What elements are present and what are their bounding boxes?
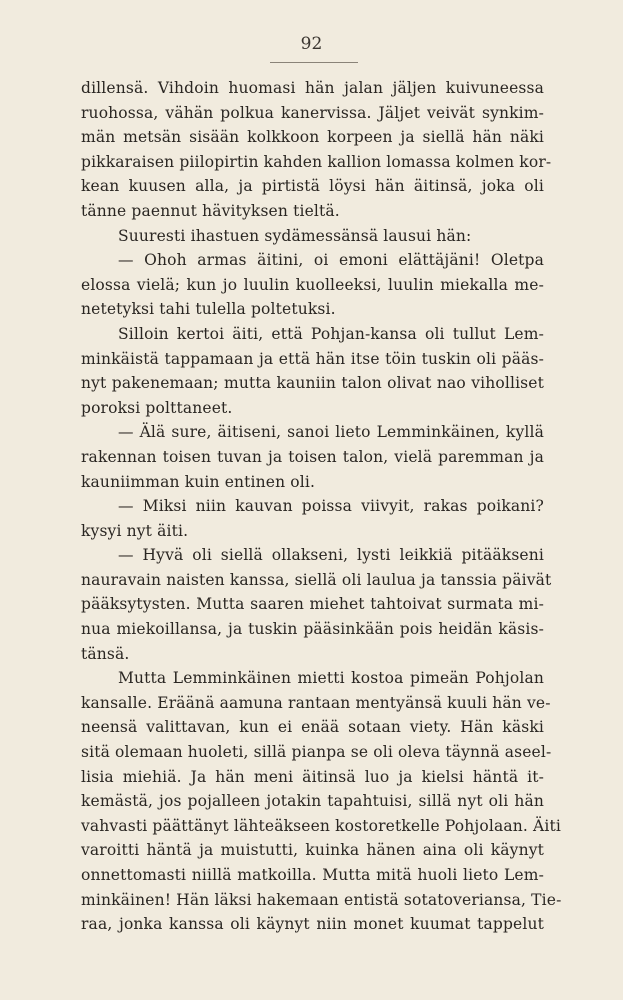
text-line: kean kuusen alla, ja pirtistä löysi hän äitinsä, joka oli — [81, 177, 544, 196]
text-line: rakennan toisen tuvan ja toisen talon, vielä paremman ja — [81, 447, 544, 466]
text-line: Suuresti ihastuen sydämessänsä lausui hän: — [118, 226, 472, 245]
text-line: kansalle. Eräänä aamuna rantaan mentyänsä kuuli hän ve- — [81, 693, 551, 712]
text-line: dillensä. Vihdoin huomasi hän jalan jäljen kuivuneessa — [81, 79, 544, 97]
text-line: Silloin kertoi äiti, että Pohjan-kansa oli tullut Lem- — [118, 324, 544, 343]
text-line: neensä valittavan, kun ei enää sotaan viety. Hän käski — [81, 718, 544, 737]
text-line: Mutta Lemminkäinen mietti kostoa pimeän Pohjolan — [118, 669, 544, 688]
text-line: nauravain naisten kanssa, siellä oli laulua ja tanssia päivät — [81, 570, 552, 589]
text-line: tänsä. — [81, 644, 130, 663]
text-line: män metsän sisään kolkkoon korpeen ja siellä hän näki — [81, 128, 544, 147]
text-line: poroksi polttaneet. — [81, 398, 233, 417]
text-line: vahvasti päättänyt lähteäkseen kostoretkelle Pohjolaan. Äiti — [81, 816, 561, 835]
body-text — [81, 76, 562, 937]
text-line: — Ohoh armas äitini, oi emoni elättäjäni! Oletpa — [118, 251, 544, 270]
text-line: kysyi nyt äiti. — [81, 521, 189, 540]
text-line: pääksytysten. Mutta saaren miehet tahtoivat surmata mi- — [81, 595, 544, 614]
text-line: lisia miehiä. Ja hän meni äitinsä luo ja kielsi häntä it- — [81, 767, 544, 786]
text-line: kemästä, jos pojalleen jotakin tapahtuisi, sillä nyt oli hän — [81, 792, 544, 811]
text-line: varoitti häntä ja muistutti, kuinka hänen aina oli käynyt — [81, 841, 544, 860]
text-line: ruohossa, vähän polkua kanervissa. Jäljet veivät synkim- — [81, 103, 544, 122]
page-number: 92 — [300, 34, 323, 54]
text-line: nyt pakenemaan; mutta kauniin talon olivat nao viholliset — [81, 374, 544, 393]
text-line: sitä olemaan huoleti, sillä pianpa se oli oleva täynnä aseel- — [81, 743, 552, 762]
text-line: minkäistä tappamaan ja että hän itse töin tuskin oli pääs- — [81, 349, 544, 368]
text-line: raa, jonka kanssa oli käynyt niin monet kuumat tappelut — [81, 915, 544, 934]
text-line: — Hyvä oli siellä ollakseni, lysti leikkiä pitääkseni — [118, 546, 544, 565]
text-line: nua miekoillansa, ja tuskin pääsinkään pois heidän käsis- — [81, 620, 544, 639]
text-line: onnettomasti niillä matkoilla. Mutta mitä huoli lieto Lem- — [81, 866, 544, 884]
text-line: minkäinen! Hän läksi hakemaan entistä sotatoveriansa, Tie- — [81, 890, 562, 909]
text-line: kauniimman kuin entinen oli. — [81, 472, 316, 491]
text-line: tänne paennut hävityksen tieltä. — [81, 201, 340, 220]
text-line: elossa vielä; kun jo luulin kuolleeksi, luulin miekalla me- — [81, 275, 544, 294]
text-line: netetyksi tahi tulella poltetuksi. — [81, 300, 336, 319]
text-line: — Älä sure, äitiseni, sanoi lieto Lemminkäinen, kyllä — [118, 423, 544, 442]
header-rule — [270, 62, 358, 63]
text-line: pikkaraisen piilopirtin kahden kallion lomassa kolmen kor- — [81, 152, 552, 171]
text-line: — Miksi niin kauvan poissa viivyit, rakas poikani? — [118, 497, 544, 516]
